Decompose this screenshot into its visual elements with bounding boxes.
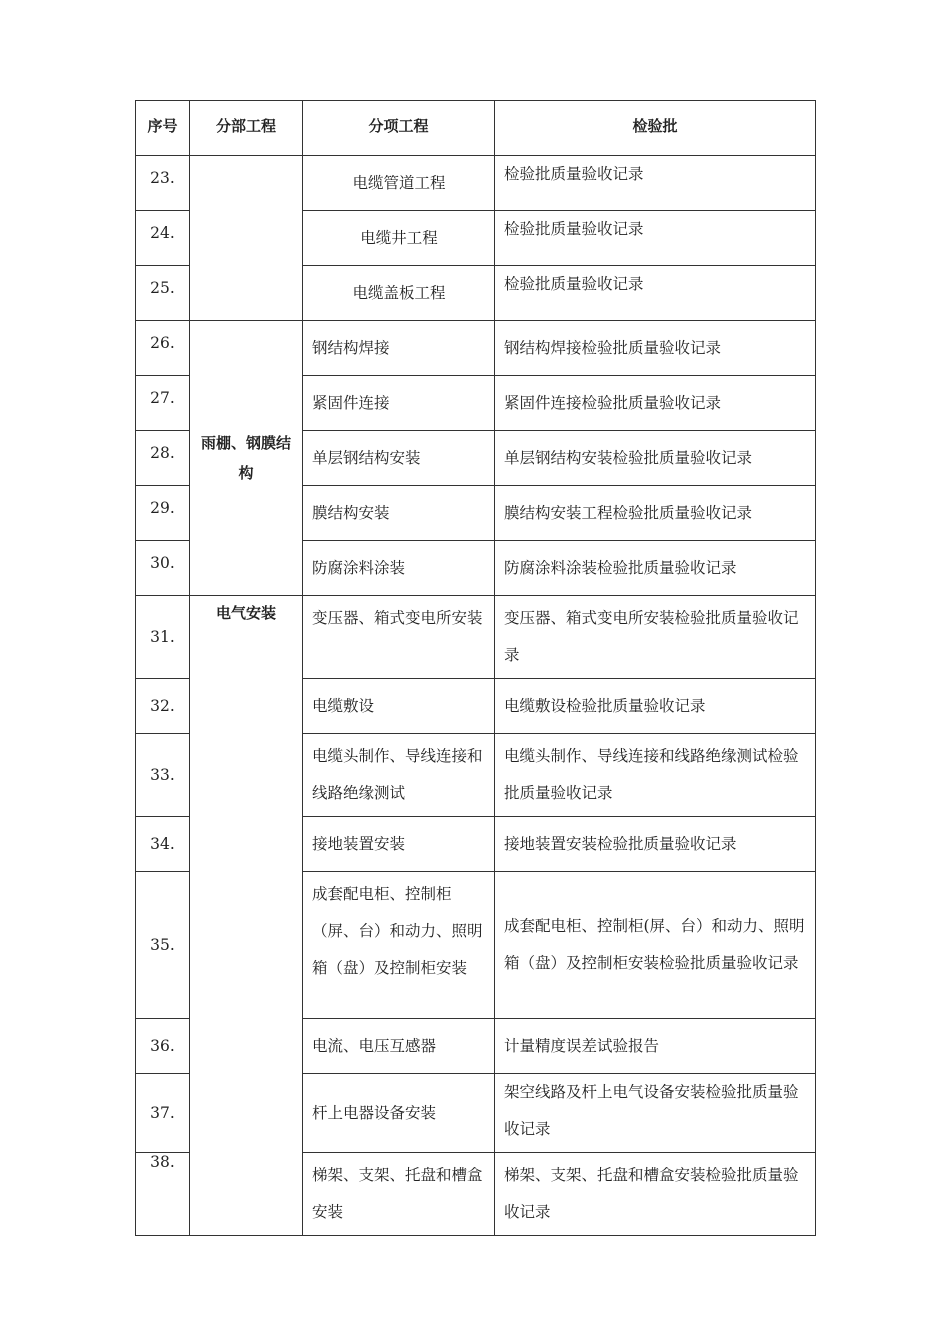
row-number: 34. [136, 817, 190, 872]
subitem-cell: 单层钢结构安装 [303, 431, 495, 486]
subitem-cell: 钢结构焊接 [303, 321, 495, 376]
inspection-lot-cell: 电缆敷设检验批质量验收记录 [495, 679, 816, 734]
inspection-lot-cell: 成套配电柜、控制柜(屏、台）和动力、照明箱（盘）及控制柜安装检验批质量验收记录 [495, 872, 816, 1019]
inspection-lot-cell: 接地装置安装检验批质量验收记录 [495, 817, 816, 872]
row-number: 29. [136, 486, 190, 541]
row-number: 36. [136, 1019, 190, 1074]
inspection-lot-cell: 计量精度误差试验报告 [495, 1019, 816, 1074]
inspection-lot-cell: 梯架、支架、托盘和槽盒安装检验批质量验收记录 [495, 1153, 816, 1236]
row-number: 30. [136, 541, 190, 596]
subitem-cell: 紧固件连接 [303, 376, 495, 431]
row-number: 25. [136, 266, 190, 321]
inspection-lot-cell: 架空线路及杆上电气设备安装检验批质量验收记录 [495, 1074, 816, 1153]
inspection-lot-cell: 膜结构安装工程检验批质量验收记录 [495, 486, 816, 541]
subitem-cell: 接地装置安装 [303, 817, 495, 872]
inspection-lot-cell: 钢结构焊接检验批质量验收记录 [495, 321, 816, 376]
row-number: 31. [136, 596, 190, 679]
row-number: 33. [136, 734, 190, 817]
table-row [136, 156, 816, 211]
row-number: 27. [136, 376, 190, 431]
inspection-lot-cell: 检验批质量验收记录 [495, 211, 816, 266]
subitem-cell: 防腐涂料涂装 [303, 541, 495, 596]
subitem-cell: 成套配电柜、控制柜（屏、台）和动力、照明箱（盘）及控制柜安装 [303, 872, 495, 1019]
inspection-lot-cell: 防腐涂料涂装检验批质量验收记录 [495, 541, 816, 596]
division-cell-canopy [190, 321, 303, 596]
row-number: 28. [136, 431, 190, 486]
inspection-lot-cell: 检验批质量验收记录 [495, 156, 816, 211]
header-serial-no: 序号 [136, 101, 190, 156]
header-inspection-lot: 检验批 [495, 101, 816, 156]
division-cell-blank [190, 156, 303, 321]
row-number: 32. [136, 679, 190, 734]
inspection-lot-cell: 变压器、箱式变电所安装检验批质量验收记录 [495, 596, 816, 679]
division-label: 雨棚、钢膜结构 [200, 434, 291, 482]
row-number: 26. [136, 321, 190, 376]
table-row [136, 321, 816, 376]
subitem-cell: 变压器、箱式变电所安装 [303, 596, 495, 679]
inspection-lot-cell: 检验批质量验收记录 [495, 266, 816, 321]
inspection-lot-table [135, 100, 816, 1236]
header-division: 分部工程 [190, 101, 303, 156]
row-number: 37. [136, 1074, 190, 1153]
division-cell-electrical: 电气安装 [190, 596, 303, 1236]
row-number: 23. [136, 156, 190, 211]
subitem-cell: 电缆头制作、导线连接和线路绝缘测试 [303, 734, 495, 817]
subitem-cell: 电缆敷设 [303, 679, 495, 734]
row-number: 38. [136, 1153, 190, 1236]
subitem-cell: 电缆盖板工程 [303, 266, 495, 321]
inspection-lot-cell: 紧固件连接检验批质量验收记录 [495, 376, 816, 431]
row-number: 24. [136, 211, 190, 266]
subitem-cell: 梯架、支架、托盘和槽盒安装 [303, 1153, 495, 1236]
subitem-cell: 杆上电器设备安装 [303, 1074, 495, 1153]
subitem-cell: 电流、电压互感器 [303, 1019, 495, 1074]
header-subitem: 分项工程 [303, 101, 495, 156]
inspection-lot-cell: 电缆头制作、导线连接和线路绝缘测试检验批质量验收记录 [495, 734, 816, 817]
header-row [136, 101, 816, 156]
subitem-cell: 电缆井工程 [303, 211, 495, 266]
table-row [136, 596, 816, 679]
subitem-cell: 电缆管道工程 [303, 156, 495, 211]
inspection-lot-cell: 单层钢结构安装检验批质量验收记录 [495, 431, 816, 486]
subitem-cell: 膜结构安装 [303, 486, 495, 541]
row-number: 35. [136, 872, 190, 1019]
